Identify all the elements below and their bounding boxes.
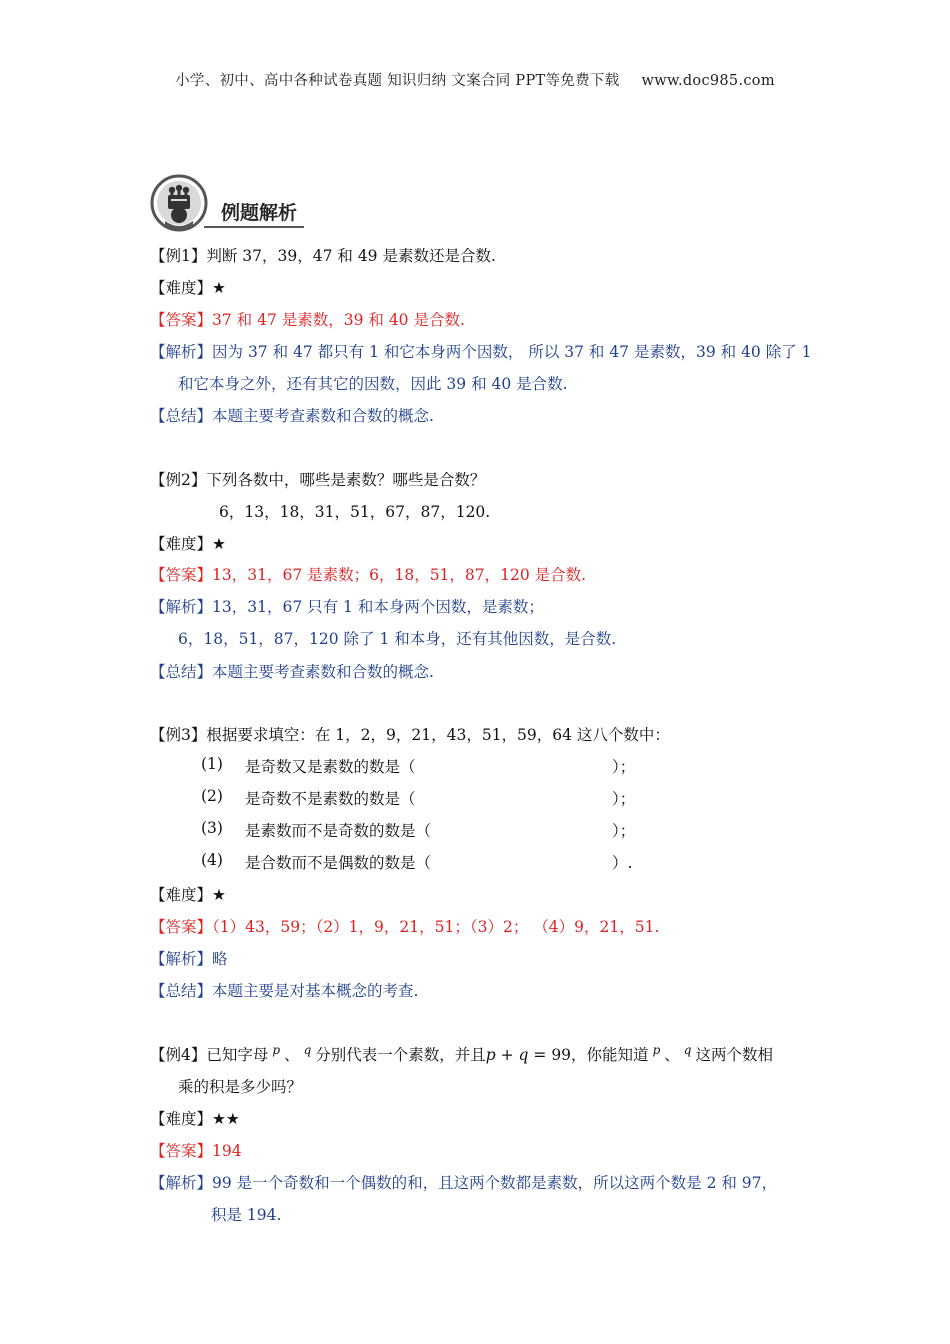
ex4-j-line1: 99 是一个奇数和一个偶数的和，且这两个数都是素数，所以这两个数是 2 和 97，: [212, 1174, 778, 1192]
ex4-var-p: p: [272, 1043, 281, 1057]
ex3-item-text: 是合数而不是偶数的数是（: [245, 854, 432, 872]
ex4-analysis-line2: 积是 194.: [211, 1206, 282, 1224]
ex1-j-line1: 因为 37 和 47 都只有 1 和它本身两个因数， 所以 37 和 47 是素数，39 和 40 除了 1: [212, 343, 812, 361]
ex3-summary: [150, 979, 418, 1001]
ex1-analysis-line2: 和它本身之外，还有其它的因数，因此 39 和 40 是合数.: [178, 375, 568, 393]
ex2-summary: [150, 660, 434, 682]
ex3-item-num: (4): [201, 851, 223, 869]
ex2-q-label: 【例2】: [150, 471, 207, 489]
ex3-answer: [150, 915, 659, 937]
ex3-analysis: [150, 947, 228, 969]
ex3-item-num: (3): [201, 819, 223, 837]
page-header: [0, 69, 950, 90]
ex2-a-label: 【答案】: [150, 566, 213, 584]
ex4-a-label: 【答案】: [150, 1142, 213, 1160]
ex3-item-end: ）；: [612, 758, 636, 776]
ex3-question: [150, 723, 670, 745]
ex4-analysis: [150, 1171, 777, 1193]
ex2-d-label: 【难度】: [150, 535, 213, 553]
ex3-q-label: 【例3】: [150, 726, 207, 744]
title-underline: [204, 226, 304, 228]
ex1-a-label: 【答案】: [150, 311, 213, 329]
ex4-answer: [150, 1139, 242, 1161]
ex3-item-text: 是奇数又是素数的数是（: [245, 758, 416, 776]
ex2-a-text: 13，31，67 是素数；6，18，51，87，120 是合数.: [212, 566, 587, 584]
ex4-sep2: 、: [664, 1046, 680, 1064]
ex3-item-end: ）；: [612, 822, 636, 840]
ex2-question: [150, 468, 485, 490]
section-badge-icon: [149, 173, 209, 233]
ex2-analysis-line2: 6，18，51，87，120 除了 1 和本身，还有其他因数，是合数.: [178, 630, 617, 648]
ex3-q-text: 根据要求填空：在 1，2，9，21，43，51，59，64 这八个数中：: [206, 726, 670, 744]
section-title: 例题解析: [221, 202, 298, 224]
ex1-a-text: 37 和 47 是素数，39 和 40 是合数.: [212, 311, 465, 329]
ex1-answer: [150, 308, 465, 330]
ex1-s-label: 【总结】: [150, 407, 213, 425]
ex1-d-label: 【难度】: [150, 279, 213, 297]
ex4-a-text: 194: [212, 1142, 242, 1160]
ex4-equation: p + q: [485, 1046, 529, 1064]
ex4-d-stars: ★★: [212, 1110, 240, 1128]
ex3-item-text: 是奇数不是素数的数是（: [245, 790, 416, 808]
header-url[interactable]: www.doc985.com: [641, 73, 775, 89]
ex3-item-text: 是素数而不是奇数的数是（: [245, 822, 432, 840]
ex1-analysis: [150, 340, 812, 362]
ex2-d-stars: ★: [212, 535, 226, 553]
ex2-analysis: [150, 595, 544, 617]
ex4-sep: 、: [284, 1046, 300, 1064]
ex1-d-stars: ★: [212, 279, 226, 297]
ex1-question: [150, 244, 496, 266]
ex4-q-label: 【例4】: [150, 1046, 207, 1064]
ex3-a-label: 【答案】: [150, 918, 213, 936]
ex1-j-label: 【解析】: [150, 343, 213, 361]
ex3-s-text: 本题主要是对基本概念的考查.: [212, 982, 419, 1000]
ex3-j-label: 【解析】: [150, 950, 213, 968]
ex3-s-label: 【总结】: [150, 982, 213, 1000]
ex1-summary: [150, 404, 434, 426]
ex2-difficulty: [150, 532, 226, 554]
ex3-j-text: 略: [212, 950, 228, 968]
ex4-j-label: 【解析】: [150, 1174, 213, 1192]
ex3-difficulty: [150, 883, 226, 905]
ex2-j-line1: 13，31，67 只有 1 和本身两个因数，是素数；: [212, 598, 544, 616]
ex3-item-end: ）；: [612, 790, 636, 808]
ex1-difficulty: [150, 276, 226, 298]
header-text: 小学、初中、高中各种试卷真题 知识归纳 文案合同 PPT等免费下载: [175, 73, 620, 89]
ex3-d-stars: ★: [212, 886, 226, 904]
ex4-equation-value: = 99，你能知道: [528, 1046, 649, 1064]
ex4-var-q: q: [303, 1043, 312, 1057]
ex4-var-p2: p: [652, 1043, 661, 1057]
ex2-answer: [150, 563, 586, 585]
ex1-s-text: 本题主要考查素数和合数的概念.: [212, 407, 434, 425]
ex3-d-label: 【难度】: [150, 886, 213, 904]
ex4-question-line2: 乘的积是多少吗？: [178, 1078, 303, 1096]
ex1-q-text: 判断 37，39，47 和 49 是素数还是合数.: [206, 247, 496, 265]
ex4-q-part2: 分别代表一个素数，并且: [315, 1046, 486, 1064]
ex3-item-num: (1): [201, 755, 223, 773]
ex4-var-q2: q: [683, 1043, 692, 1057]
ex4-q-part1: 已知字母: [206, 1046, 269, 1064]
ex3-item-end: ）.: [612, 854, 633, 872]
ex2-s-label: 【总结】: [150, 663, 213, 681]
ex2-q-text: 下列各数中，哪些是素数？哪些是合数？: [206, 471, 486, 489]
ex2-s-text: 本题主要考查素数和合数的概念.: [212, 663, 434, 681]
ex1-q-label: 【例1】: [150, 247, 207, 265]
ex4-d-label: 【难度】: [150, 1110, 213, 1128]
ex2-numbers: 6，13，18，31，51，67，87，120.: [219, 503, 491, 521]
ex2-j-label: 【解析】: [150, 598, 213, 616]
ex3-item-num: (2): [201, 787, 223, 805]
ex4-question: [150, 1043, 773, 1065]
ex3-a-text: （1）43，59；（2）1，9，21，51；（3）2； （4）9，21，51.: [212, 918, 660, 936]
ex4-q-part3: 这两个数相: [695, 1046, 773, 1064]
ex4-difficulty: [150, 1107, 240, 1129]
